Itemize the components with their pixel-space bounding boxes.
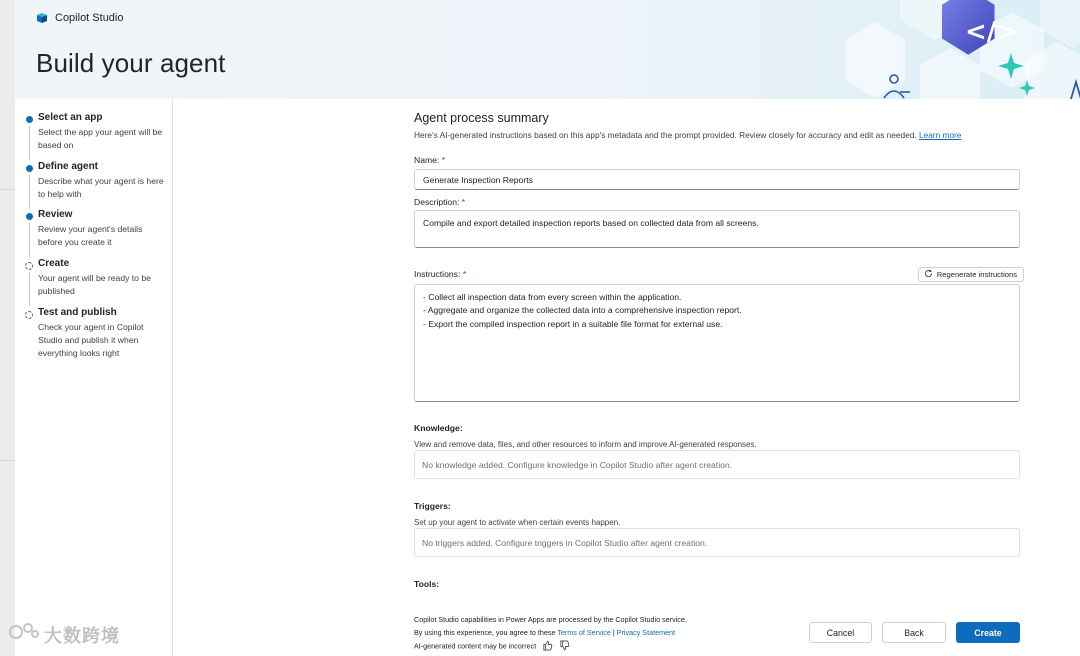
watermark-logo-icon [8, 620, 40, 649]
step-title: Test and publish [38, 307, 117, 318]
name-input[interactable]: Generate Inspection Reports [414, 169, 1020, 190]
triggers-empty-text: No triggers added. Configure triggers in Copilot Studio after agent creation. [422, 538, 708, 548]
steps-sidebar [15, 99, 173, 656]
create-button[interactable]: Create [956, 622, 1020, 643]
app-name: Copilot Studio [55, 12, 124, 24]
section-subtitle: Here's AI-generated instructions based on this app's metadata and the prompt provided. Review closely for accuracy and edit as needed. Learn more [414, 130, 962, 140]
footer-service-note: Copilot Studio capabilities in Power Apps are processed by the Copilot Studio service. [414, 615, 687, 624]
watermark-text: 大数跨境 [44, 625, 120, 646]
knowledge-label: Knowledge: [414, 423, 463, 433]
knowledge-subtitle: View and remove data, files, and other resources to inform and improve AI-generated responses. [414, 440, 757, 449]
thumbs-down-icon[interactable] [559, 640, 570, 653]
knowledge-empty-box [414, 450, 1020, 479]
svg-text:</>: </> [965, 17, 1019, 47]
header-illustration [750, 0, 1080, 99]
step-complete-icon [26, 116, 33, 123]
step-pending-icon [25, 311, 33, 319]
watermark [8, 620, 120, 649]
terms-of-service-link[interactable]: Terms of Service [557, 628, 611, 637]
regenerate-instructions-button[interactable]: Regenerate instructions [918, 267, 1024, 282]
dialog-header [15, 0, 1080, 99]
name-label: Name: * [414, 155, 446, 165]
step-title: Define agent [38, 161, 99, 172]
instruction-line: - Aggregate and organize the collected data into a comprehensive inspection report. [423, 305, 742, 316]
step-description: Review your agent's details before you create it [38, 224, 143, 247]
instruction-line: - Export the compiled inspection report in a suitable file format for external use. [423, 318, 723, 329]
tools-label: Tools: [414, 579, 440, 589]
step-description: Your agent will be ready to be published [38, 273, 151, 296]
thumbs-up-icon[interactable] [542, 640, 553, 653]
instructions-textarea[interactable] [414, 284, 1020, 402]
footer-ai-disclaimer: AI-generated content may be incorrect [414, 640, 570, 653]
step-description: Check your agent in Copilot Studio and publish it when everything looks right [38, 322, 144, 358]
step-complete-icon [26, 165, 33, 172]
instruction-line: - Collect all inspection data from every screen within the application. [423, 292, 682, 302]
knowledge-empty-text: No knowledge added. Configure knowledge in Copilot Studio after agent creation. [422, 460, 733, 470]
privacy-statement-link[interactable]: Privacy Statement [616, 628, 676, 637]
step-current-icon [26, 213, 33, 220]
footer-agreement: By using this experience, you agree to these Terms of Service | Privacy Statement [414, 628, 676, 637]
refresh-icon [924, 269, 933, 280]
step-description: Select the app your agent will be based on [38, 127, 163, 150]
background-page [0, 0, 15, 656]
step-pending-icon [25, 262, 33, 270]
page-title: Build your agent [36, 48, 226, 78]
triggers-subtitle: Set up your agent to activate when certain events happen. [414, 518, 621, 527]
step-description: Describe what your agent is here to help with [38, 176, 164, 199]
description-label: Description: * [414, 197, 466, 207]
triggers-label: Triggers: [414, 501, 451, 511]
copilot-studio-logo-icon [35, 11, 49, 25]
section-title: Agent process summary [414, 111, 549, 125]
instructions-label: Instructions: * [414, 269, 467, 279]
build-agent-dialog [15, 0, 1080, 656]
triggers-empty-box [414, 528, 1020, 557]
learn-more-link[interactable]: Learn more [918, 130, 962, 140]
cancel-button[interactable]: Cancel [809, 622, 872, 643]
step-title: Create [38, 258, 70, 269]
step-title: Select an app [38, 112, 103, 123]
step-title: Review [38, 209, 73, 220]
description-textarea[interactable]: Compile and export detailed inspection reports based on collected data from all screens. [414, 210, 1020, 248]
back-button[interactable]: Back [882, 622, 946, 643]
brand [35, 11, 124, 25]
